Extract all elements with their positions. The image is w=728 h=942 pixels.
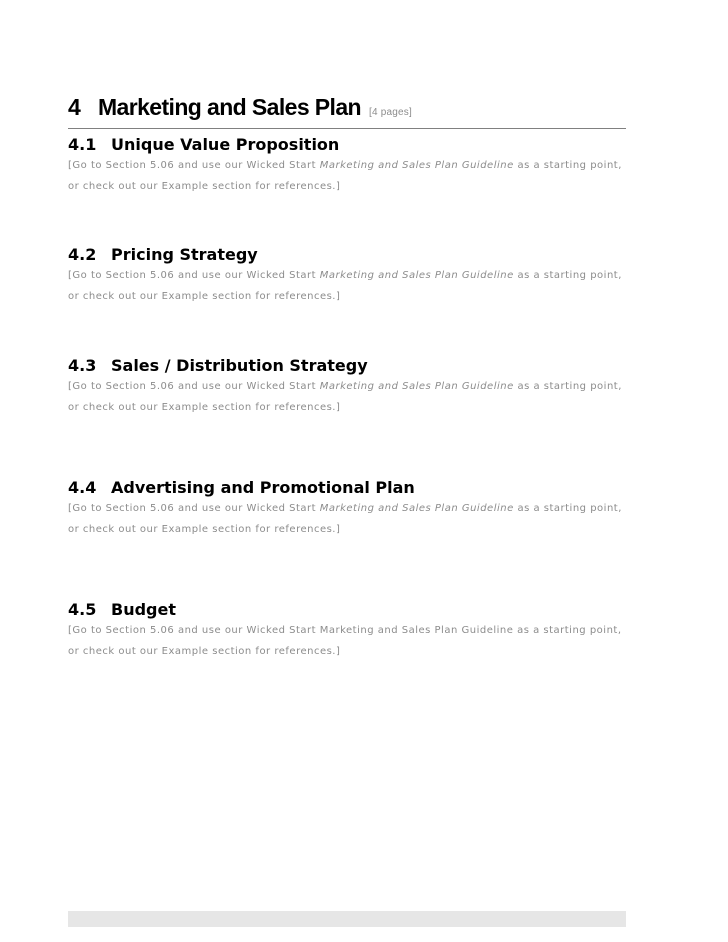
chapter-page-note: [4 pages] xyxy=(368,107,412,118)
section-body xyxy=(68,620,628,662)
section-heading xyxy=(68,478,628,498)
body-text-prefix: [Go to Section 5.06 and use our Wicked Start xyxy=(68,160,320,171)
body-text-emphasis: Marketing and Sales Plan Guideline xyxy=(319,381,514,392)
body-text-suffix: as a starting point, or check out our Example section for references.] xyxy=(68,381,622,413)
chapter-heading xyxy=(68,94,626,129)
body-text-prefix: [Go to Section 5.06 and use our Wicked Start xyxy=(68,503,320,514)
section-body xyxy=(68,155,628,197)
section-title: Sales / Distribution Strategy xyxy=(111,356,368,375)
section-title: Advertising and Promotional Plan xyxy=(111,478,415,497)
body-text-suffix: as a starting point, or check out our Example section for references.] xyxy=(68,160,622,192)
chapter-title: Marketing and Sales Plan xyxy=(98,94,361,120)
section-body xyxy=(68,376,628,418)
section-4-1 xyxy=(68,135,628,197)
body-text-prefix: [Go to Section 5.06 and use our Wicked Start Marketing and Sales Plan Guideline as a starting point, or check out our Example section for references.] xyxy=(68,625,622,657)
body-text-suffix: as a starting point, or check out our Example section for references.] xyxy=(68,270,622,302)
section-heading xyxy=(68,356,628,376)
body-text-prefix: [Go to Section 5.06 and use our Wicked Start xyxy=(68,270,320,281)
section-body xyxy=(68,498,628,540)
body-text-emphasis: Marketing and Sales Plan Guideline xyxy=(319,270,514,281)
section-number: 4.5 xyxy=(68,600,97,619)
section-number: 4.1 xyxy=(68,135,97,154)
section-4-3 xyxy=(68,356,628,418)
section-title: Unique Value Proposition xyxy=(111,135,340,154)
section-number: 4.4 xyxy=(68,478,97,497)
section-number: 4.2 xyxy=(68,245,97,264)
chapter-number: 4 xyxy=(68,94,81,120)
section-4-4 xyxy=(68,478,628,540)
section-4-2 xyxy=(68,245,628,307)
section-title: Budget xyxy=(111,600,176,619)
section-number: 4.3 xyxy=(68,356,97,375)
body-text-suffix: as a starting point, or check out our Example section for references.] xyxy=(68,503,622,535)
footer-bar xyxy=(68,911,626,927)
section-heading xyxy=(68,135,628,155)
section-heading xyxy=(68,600,628,620)
section-body xyxy=(68,265,628,307)
body-text-prefix: [Go to Section 5.06 and use our Wicked Start xyxy=(68,381,320,392)
section-heading xyxy=(68,245,628,265)
body-text-emphasis: Marketing and Sales Plan Guideline xyxy=(319,503,514,514)
section-4-5 xyxy=(68,600,628,662)
section-title: Pricing Strategy xyxy=(111,245,258,264)
body-text-emphasis: Marketing and Sales Plan Guideline xyxy=(319,160,514,171)
